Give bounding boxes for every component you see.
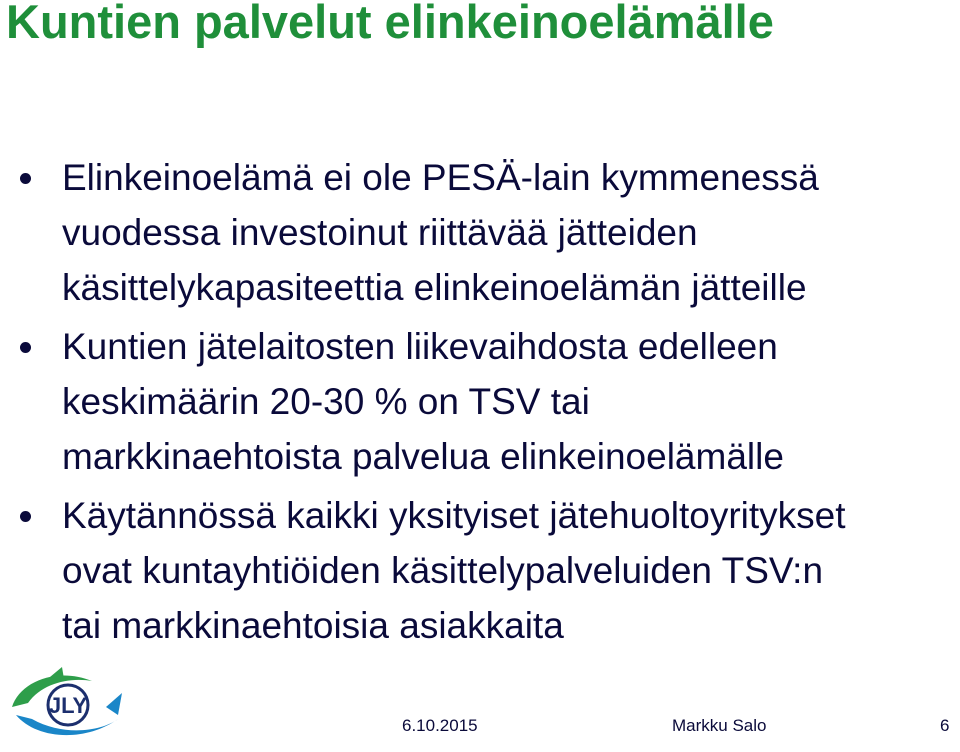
page-number: 6 [940, 716, 950, 735]
bullet-text-line: keskimäärin 20-30 % on TSV tai [62, 381, 590, 422]
bullet-text-line: vuodessa investoinut riittävää jätteiden [62, 212, 698, 253]
jly-logo [6, 667, 126, 747]
bullet-text-line: Elinkeinoelämä ei ole PESÄ-lain kymmenessä [62, 157, 819, 198]
bullet-text-line: käsittelykapasiteettia elinkeinoelämän jätteille [62, 267, 807, 308]
bullet-text-line: Kuntien jätelaitosten liikevaihdosta edelleen [62, 326, 778, 367]
bullet-text-line: tai markkinaehtoisia asiakkaita [62, 605, 564, 646]
bullet-text-line: Käytännössä kaikki yksityiset jätehuoltoyritykset [62, 495, 846, 536]
dolphin-logo-icon [6, 667, 126, 747]
bullet-dot-icon [20, 342, 31, 353]
slide-title: Kuntien palvelut elinkeinoelämälle [6, 0, 774, 48]
bullet-item-3 [12, 488, 957, 653]
footer-author: Markku Salo [672, 716, 767, 735]
bullet-item-1 [12, 150, 957, 315]
bullet-text-line: ovat kuntayhtiöiden käsittelypalveluiden TSV:n [62, 550, 824, 591]
bullet-dot-icon [20, 173, 31, 184]
bullet-text-line: markkinaehtoista palvelua elinkeinoelämälle [62, 436, 784, 477]
bullet-item-2 [12, 319, 957, 484]
bullet-list [12, 150, 957, 657]
logo-text: JLY [48, 693, 88, 718]
footer-date: 6.10.2015 [402, 716, 478, 735]
bullet-dot-icon [20, 511, 31, 522]
